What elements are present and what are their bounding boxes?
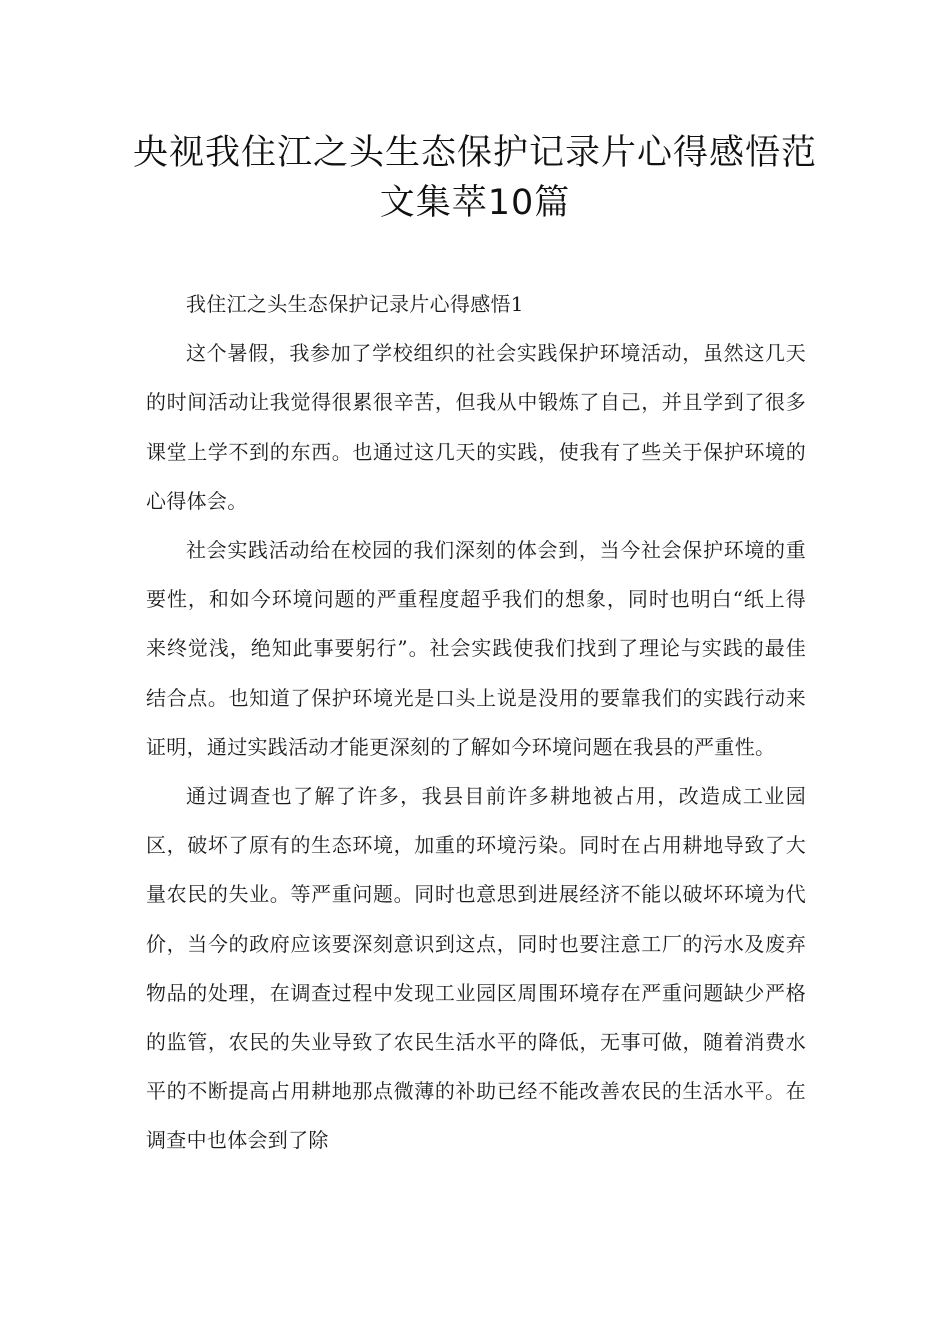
document-body	[146, 280, 806, 1166]
paragraph-1: 这个暑假，我参加了学校组织的社会实践保护环境活动，虽然这几天的时间活动让我觉得很累很辛苦，但我从中锻炼了自己，并且学到了很多课堂上学不到的东西。也通过这几天的实践，使我有了些关于保护环境的心得体会。	[146, 341, 806, 513]
document-title: 央视我住江之头生态保护记录片心得感悟范文集萃10篇	[132, 133, 817, 223]
section-heading: 我住江之头生态保护记录片心得感悟1	[186, 292, 524, 316]
paragraph-3: 通过调查也了解了许多，我县目前许多耕地被占用，改造成工业园区，破坏了原有的生态环境，加重的环境污染。同时在占用耕地导致了大量农民的失业。等严重问题。同时也意思到进展经济不能以破坏环境为代价，当今的政府应该要深刻意识到这点，同时也要注意工厂的污水及废弃物品的处理，在调查过程中发现工业园区周围环境存在严重问题缺少严格的监管，农民的失业导致了农民生活水平的降低，无事可做，随着消费水平的不断提高占用耕地那点微薄的补助已经不能改善农民的生活水平。在调查中也体会到了除	[146, 784, 806, 1153]
paragraph-2: 社会实践活动给在校园的我们深刻的体会到，当今社会保护环境的重要性，和如今环境问题的严重程度超乎我们的想象，同时也明白“纸上得来终觉浅，绝知此事要躬行”。社会实践使我们找到了理论与实践的最佳结合点。也知道了保护环境光是口头上说是没用的要靠我们的实践行动来证明，通过实践活动才能更深刻的了解如今环境问题在我县的严重性。	[146, 538, 806, 759]
